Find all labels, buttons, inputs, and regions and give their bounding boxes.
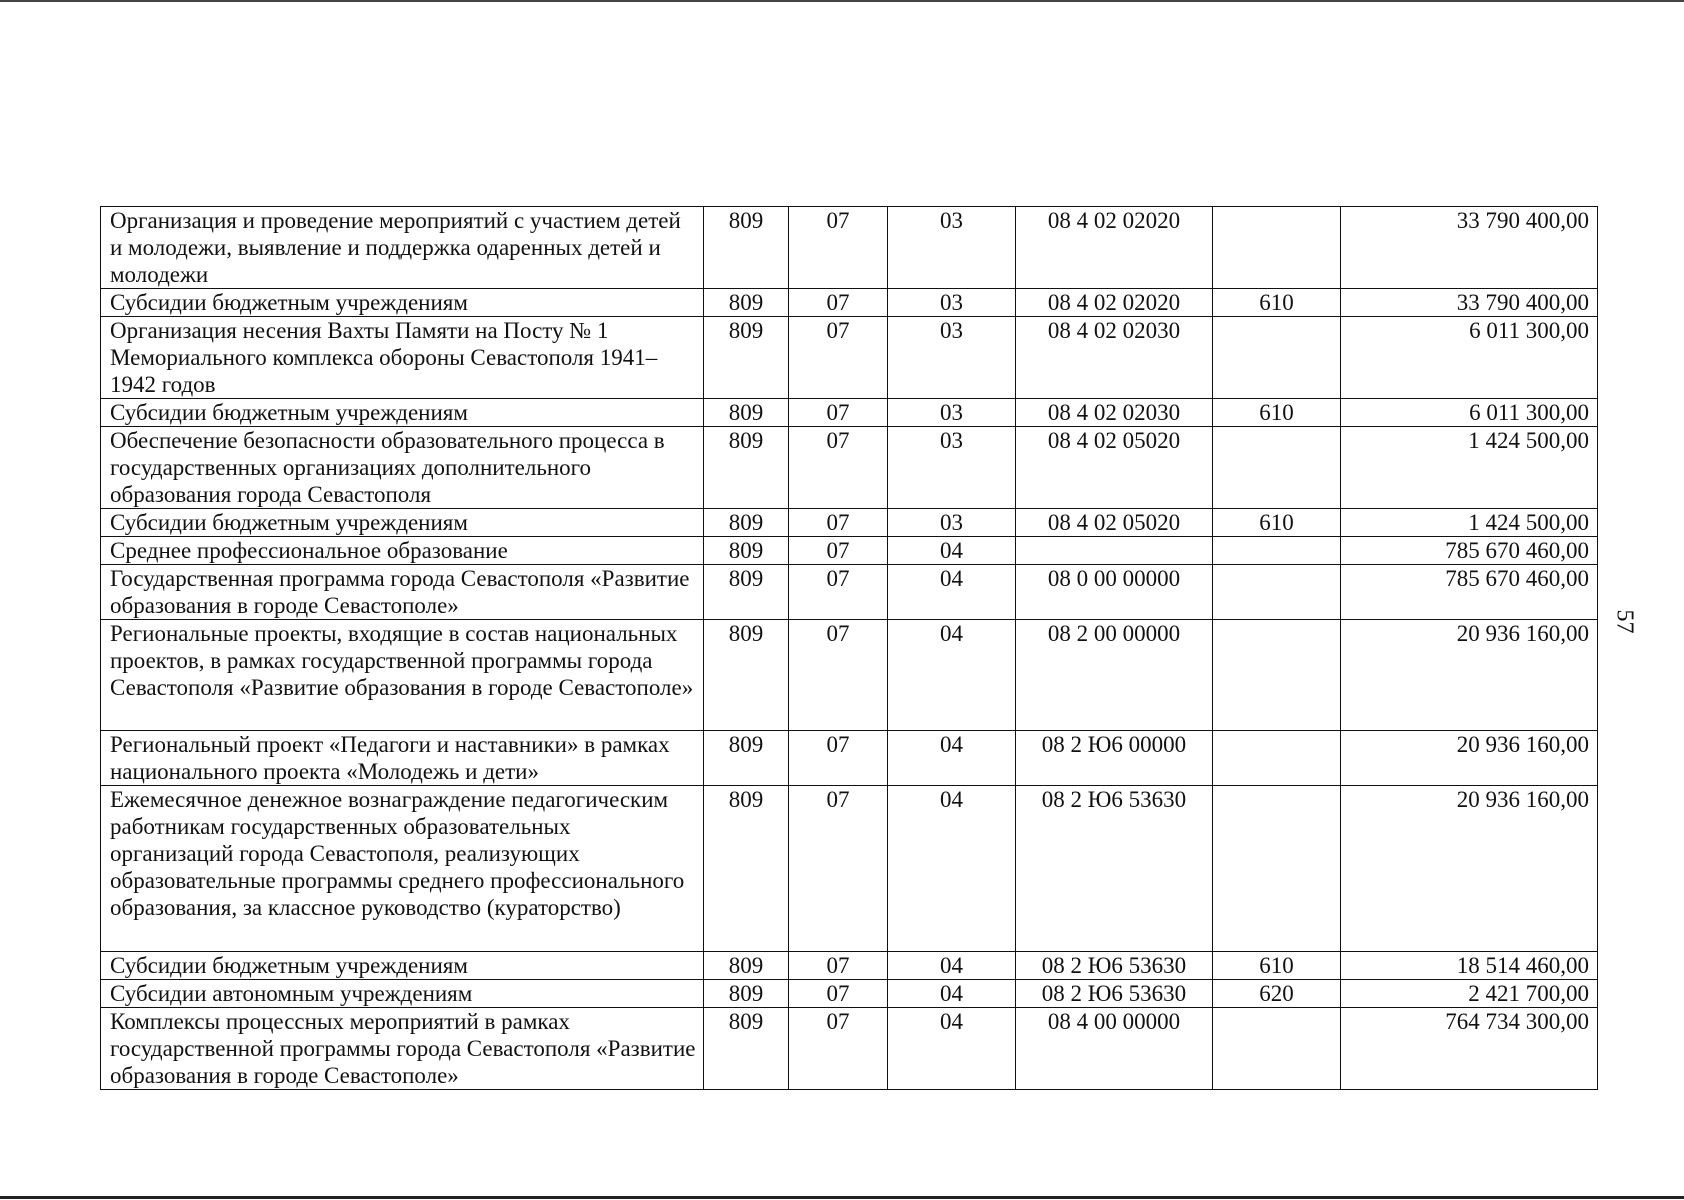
row-expense-type xyxy=(1213,1008,1341,1090)
row-target: 08 4 02 02030 xyxy=(1016,399,1213,427)
row-subsection: 03 xyxy=(888,427,1016,509)
row-subsection: 04 xyxy=(888,731,1016,786)
row-target: 08 4 02 02020 xyxy=(1016,289,1213,317)
row-ministry: 809 xyxy=(704,620,789,731)
row-target: 08 2 Ю6 53630 xyxy=(1016,980,1213,1008)
row-section: 07 xyxy=(789,565,888,620)
row-ministry: 809 xyxy=(704,207,789,289)
row-target: 08 2 Ю6 53630 xyxy=(1016,952,1213,980)
row-ministry: 809 xyxy=(704,731,789,786)
row-section: 07 xyxy=(789,317,888,399)
row-name: Субсидии автономным учреждениям xyxy=(101,980,704,1008)
row-amount: 6 011 300,00 xyxy=(1341,317,1598,399)
row-subsection: 04 xyxy=(888,620,1016,731)
row-section: 07 xyxy=(789,731,888,786)
row-section: 07 xyxy=(789,289,888,317)
row-section: 07 xyxy=(789,207,888,289)
page-number: 57 xyxy=(1611,609,1638,634)
row-expense-type xyxy=(1213,786,1341,952)
row-ministry: 809 xyxy=(704,399,789,427)
row-expense-type: 610 xyxy=(1213,399,1341,427)
table-row xyxy=(101,317,1598,399)
row-subsection: 03 xyxy=(888,509,1016,537)
row-expense-type xyxy=(1213,537,1341,565)
row-ministry: 809 xyxy=(704,1008,789,1090)
row-expense-type xyxy=(1213,731,1341,786)
budget-table xyxy=(100,206,1598,1090)
row-target: 08 4 00 00000 xyxy=(1016,1008,1213,1090)
row-expense-type xyxy=(1213,317,1341,399)
row-ministry: 809 xyxy=(704,289,789,317)
row-section: 07 xyxy=(789,399,888,427)
row-target: 08 4 02 02020 xyxy=(1016,207,1213,289)
row-name: Ежемесячное денежное вознаграждение педагогическим работникам государственных образовательных организаций города Севастополя, реализующих образовательные программы среднего профессионального образования, за классное руководство (кураторство) xyxy=(101,786,704,952)
row-name: Среднее профессиональное образование xyxy=(101,537,704,565)
row-subsection: 04 xyxy=(888,537,1016,565)
row-amount: 764 734 300,00 xyxy=(1341,1008,1598,1090)
row-amount: 785 670 460,00 xyxy=(1341,537,1598,565)
row-subsection: 03 xyxy=(888,289,1016,317)
row-amount: 1 424 500,00 xyxy=(1341,509,1598,537)
row-target: 08 4 02 05020 xyxy=(1016,509,1213,537)
row-ministry: 809 xyxy=(704,952,789,980)
row-ministry: 809 xyxy=(704,317,789,399)
row-ministry: 809 xyxy=(704,980,789,1008)
row-amount: 2 421 700,00 xyxy=(1341,980,1598,1008)
table-row xyxy=(101,537,1598,565)
row-name: Субсидии бюджетным учреждениям xyxy=(101,952,704,980)
table-row xyxy=(101,1008,1598,1090)
table-row xyxy=(101,565,1598,620)
row-name: Региональный проект «Педагоги и наставники» в рамках национального проекта «Молодежь и дети» xyxy=(101,731,704,786)
row-amount: 1 424 500,00 xyxy=(1341,427,1598,509)
row-amount: 18 514 460,00 xyxy=(1341,952,1598,980)
row-expense-type: 620 xyxy=(1213,980,1341,1008)
row-section: 07 xyxy=(789,620,888,731)
row-subsection: 04 xyxy=(888,952,1016,980)
row-subsection: 03 xyxy=(888,207,1016,289)
row-amount: 20 936 160,00 xyxy=(1341,731,1598,786)
row-expense-type xyxy=(1213,207,1341,289)
row-amount: 33 790 400,00 xyxy=(1341,207,1598,289)
row-target: 08 2 00 00000 xyxy=(1016,620,1213,731)
row-section: 07 xyxy=(789,509,888,537)
row-ministry: 809 xyxy=(704,786,789,952)
row-expense-type xyxy=(1213,427,1341,509)
table-row xyxy=(101,427,1598,509)
table-row xyxy=(101,620,1598,731)
row-amount: 20 936 160,00 xyxy=(1341,786,1598,952)
row-ministry: 809 xyxy=(704,509,789,537)
table-row xyxy=(101,952,1598,980)
row-section: 07 xyxy=(789,427,888,509)
row-subsection: 03 xyxy=(888,317,1016,399)
row-name: Региональные проекты, входящие в состав национальных проектов, в рамках государственной программы города Севастополя «Развитие образования в городе Севастополе» xyxy=(101,620,704,731)
row-target: 08 0 00 00000 xyxy=(1016,565,1213,620)
table-row xyxy=(101,399,1598,427)
row-name: Субсидии бюджетным учреждениям xyxy=(101,399,704,427)
row-ministry: 809 xyxy=(704,537,789,565)
row-subsection: 03 xyxy=(888,399,1016,427)
row-name: Субсидии бюджетным учреждениям xyxy=(101,509,704,537)
table-row xyxy=(101,980,1598,1008)
row-expense-type: 610 xyxy=(1213,289,1341,317)
row-amount: 6 011 300,00 xyxy=(1341,399,1598,427)
row-name: Субсидии бюджетным учреждениям xyxy=(101,289,704,317)
row-name: Организация несения Вахты Памяти на Посту № 1 Мемориального комплекса обороны Севастополя 1941–1942 годов xyxy=(101,317,704,399)
row-subsection: 04 xyxy=(888,786,1016,952)
row-subsection: 04 xyxy=(888,565,1016,620)
row-section: 07 xyxy=(789,952,888,980)
row-section: 07 xyxy=(789,1008,888,1090)
row-ministry: 809 xyxy=(704,565,789,620)
row-amount: 20 936 160,00 xyxy=(1341,620,1598,731)
row-target: 08 2 Ю6 00000 xyxy=(1016,731,1213,786)
table-row xyxy=(101,207,1598,289)
row-amount: 785 670 460,00 xyxy=(1341,565,1598,620)
table-row xyxy=(101,786,1598,952)
row-expense-type: 610 xyxy=(1213,952,1341,980)
row-name: Комплексы процессных мероприятий в рамках государственной программы города Севастополя «Развитие образования в городе Севастополе» xyxy=(101,1008,704,1090)
scan-top-edge xyxy=(0,0,1684,2)
row-subsection: 04 xyxy=(888,1008,1016,1090)
table-row xyxy=(101,509,1598,537)
row-name: Обеспечение безопасности образовательного процесса в государственных организациях дополнительного образования города Севастополя xyxy=(101,427,704,509)
row-section: 07 xyxy=(789,980,888,1008)
row-ministry: 809 xyxy=(704,427,789,509)
table-row xyxy=(101,289,1598,317)
scan-bottom-edge xyxy=(0,1196,1684,1199)
row-target: 08 4 02 05020 xyxy=(1016,427,1213,509)
row-expense-type xyxy=(1213,565,1341,620)
row-target: 08 2 Ю6 53630 xyxy=(1016,786,1213,952)
row-expense-type: 610 xyxy=(1213,509,1341,537)
row-name: Организация и проведение мероприятий с участием детей и молодежи, выявление и поддержка одаренных детей и молодежи xyxy=(101,207,704,289)
row-amount: 33 790 400,00 xyxy=(1341,289,1598,317)
row-section: 07 xyxy=(789,537,888,565)
row-target xyxy=(1016,537,1213,565)
table-row xyxy=(101,731,1598,786)
row-expense-type xyxy=(1213,620,1341,731)
row-section: 07 xyxy=(789,786,888,952)
row-target: 08 4 02 02030 xyxy=(1016,317,1213,399)
row-subsection: 04 xyxy=(888,980,1016,1008)
row-name: Государственная программа города Севастополя «Развитие образования в городе Севастополе» xyxy=(101,565,704,620)
